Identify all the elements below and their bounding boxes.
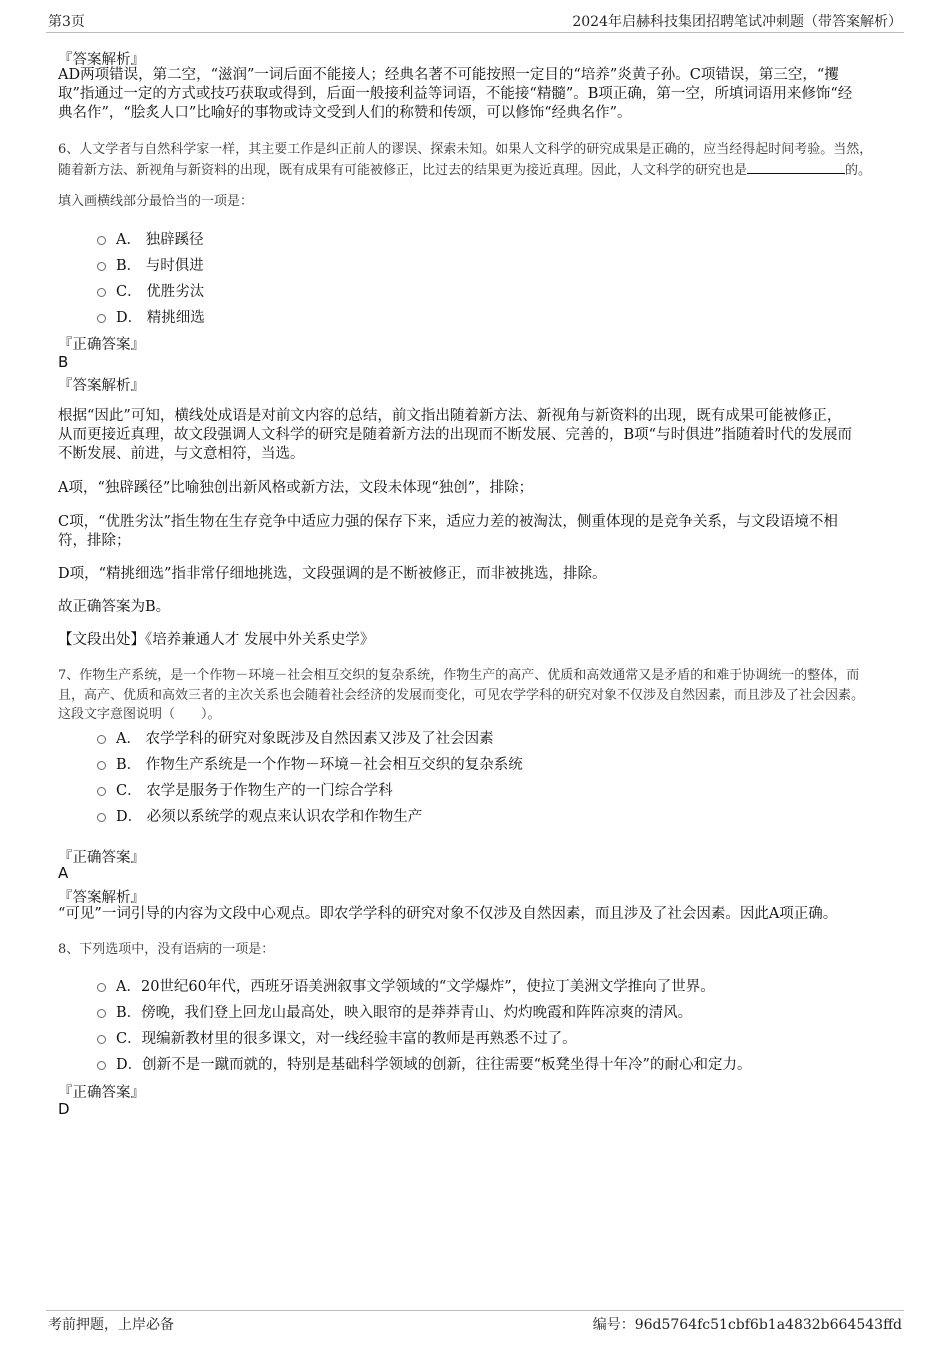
analysis-6-line3: 不断发展、前进，与文意相符，当选。 [58, 446, 305, 462]
question-6-stem-line2 [58, 160, 871, 180]
source-citation-6: 【文段出处】《培养兼通人才 发展中外关系史学》 [58, 632, 375, 648]
question-7-option-b[interactable]: B． 作物生产系统是一个作物－环境－社会相互交织的复杂系统 [97, 752, 523, 774]
correct-answer-6: B [58, 353, 69, 371]
analysis-6-conclusion: 故正确答案为B。 [58, 599, 171, 615]
question-6-stem-line1: 6、人文学者与自然科学家一样，其主要工作是纠正前人的谬误、探索未知。如果人文科学的研究成果是正确的，应当经得起时间考验。当然， [58, 142, 873, 157]
question-6-stem-text: 随着新方法、新视角与新资料的出现，既有成果有可能被修正，比过去的结果更为接近真理。因此，人文科学的研究也是 [58, 163, 748, 178]
radio-icon[interactable] [97, 236, 106, 245]
question-6-option-d[interactable]: D． 精挑细选 [97, 305, 205, 327]
analysis-5-line1: AD两项错误，第二空，“滋润”一词后面不能接人；经典名著不可能按照一定目的“培养”炎黄子孙。C项错误，第三空，“攫 [58, 67, 839, 83]
analysis-7: “可见”一词引导的内容为文段中心观点。即农学学科的研究对象不仅涉及自然因素，而且涉及了社会因素。因此A项正确。 [58, 906, 838, 922]
question-6-option-a[interactable]: A． 独辟蹊径 [97, 227, 204, 249]
radio-icon[interactable] [97, 983, 106, 992]
document-id: 编号：96d5764fc51cbf6b1a4832b664543ffd [592, 1317, 902, 1333]
analysis-6-option-d: D项，“精挑细选”指非常仔细地挑选，文段强调的是不断被修正，而非被挑选，排除。 [58, 566, 607, 582]
correct-answer-label-7: 『正确答案』 [58, 850, 145, 866]
question-6-stem-end: 的。 [845, 163, 872, 178]
analysis-6-option-c-line1: C项，“优胜劣汰”指生物在生存竞争中适应力强的保存下来，适应力差的被淘汰，侧重体现的是竞争关系，与文段语境不相 [58, 514, 838, 530]
correct-answer-label-8: 『正确答案』 [58, 1085, 145, 1101]
analysis-label-7: 『答案解析』 [58, 890, 145, 906]
document-title: 2024年启赫科技集团招聘笔试冲刺题（带答案解析） [572, 14, 902, 30]
question-7-stem-line2: 且，高产、优质和高效三者的主次关系也会随着社会经济的发展而变化，可见农学学科的研究对象不仅涉及自然因素，而且涉及了社会因素。 [58, 688, 865, 703]
analysis-label-6: 『答案解析』 [58, 378, 145, 394]
analysis-5-line3: 典名作”，“脍炙人口”比喻好的事物或诗文受到人们的称赞和传颂，可以修饰“经典名作”。 [58, 105, 632, 121]
answer-blank [747, 160, 845, 174]
page-footer [46, 1310, 904, 1339]
radio-icon[interactable] [97, 262, 106, 271]
footer-slogan: 考前押题，上岸必备 [48, 1317, 174, 1333]
analysis-5-line2: 取”指通过一定的方式或技巧获取或得到，后面一般接利益等词语，不能接“精髓”。B项正确，第一空，所填词语用来修饰“经 [58, 86, 853, 102]
question-7-stem-line1: 7、作物生产系统，是一个作物－环境－社会相互交织的复杂系统，作物生产的高产、优质和高效通常又是矛盾的和难于协调统一的整体，而 [58, 668, 860, 683]
analysis-6-option-a: A项，“独辟蹊径”比喻独创出新风格或新方法，文段未体现“独创”，排除； [58, 480, 534, 496]
question-8-option-b[interactable]: B．傍晚，我们登上回龙山最高处，映入眼帘的是莽莽青山、灼灼晚霞和阵阵凉爽的清风。 [97, 1000, 692, 1022]
question-8-option-a[interactable]: A．20世纪60年代，西班牙语美洲叙事文学领域的“文学爆炸”，使拉丁美洲文学推向了世界。 [97, 974, 715, 996]
radio-icon[interactable] [97, 1061, 106, 1070]
question-7-option-c[interactable]: C． 农学是服务于作物生产的一门综合学科 [97, 778, 393, 800]
correct-answer-7: A [58, 864, 69, 882]
correct-answer-8: D [58, 1100, 70, 1118]
analysis-6-line1: 根据“因此”可知，横线处成语是对前文内容的总结，前文指出随着新方法、新视角与新资料的出现，既有成果可能被修正， [58, 408, 842, 424]
radio-icon[interactable] [97, 813, 106, 822]
radio-icon[interactable] [97, 735, 106, 744]
question-8-option-c[interactable]: C．现编新教材里的很多课文，对一线经验丰富的教师是再熟悉不过了。 [97, 1026, 577, 1048]
radio-icon[interactable] [97, 1009, 106, 1018]
analysis-6-option-c-line2: 符，排除； [58, 533, 131, 549]
radio-icon[interactable] [97, 314, 106, 323]
analysis-6-line2: 从而更接近真理，故文段强调人文科学的研究是随着新方法的出现而不断发展、完善的，B项“与时俱进”指随着时代的发展而 [58, 427, 852, 443]
analysis-label-5: 『答案解析』 [58, 52, 145, 68]
question-8-option-d[interactable]: D．创新不是一蹴而就的，特别是基础科学领域的创新，往往需要“板凳坐得十年冷”的耐心和定力。 [97, 1052, 751, 1074]
question-7-option-d[interactable]: D． 必须以系统学的观点来认识农学和作物生产 [97, 804, 422, 826]
radio-icon[interactable] [97, 1035, 106, 1044]
radio-icon[interactable] [97, 761, 106, 770]
question-7-stem-line3: 这段文字意图说明（ ）。 [58, 707, 221, 722]
radio-icon[interactable] [97, 787, 106, 796]
radio-icon[interactable] [97, 288, 106, 297]
question-7-option-a[interactable]: A． 农学学科的研究对象既涉及自然因素又涉及了社会因素 [97, 726, 494, 748]
question-6-option-c[interactable]: C． 优胜劣汰 [97, 279, 204, 301]
page-number: 第3页 [48, 14, 85, 30]
question-6-option-b[interactable]: B． 与时俱进 [97, 253, 204, 275]
question-6-prompt: 填入画横线部分最恰当的一项是： [58, 194, 254, 209]
page-header [46, 8, 904, 33]
correct-answer-label-6: 『正确答案』 [58, 337, 145, 353]
question-8-stem: 8、下列选项中，没有语病的一项是： [58, 942, 275, 957]
